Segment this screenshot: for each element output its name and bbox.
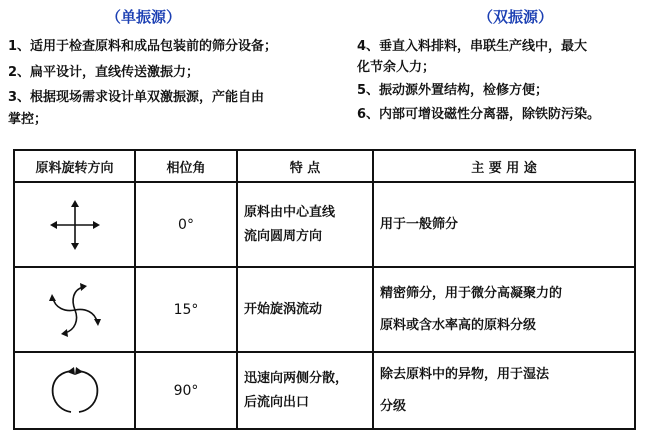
cross-arrows-icon <box>49 198 101 252</box>
feature-line: 迅速向两侧分散， <box>244 370 349 386</box>
usage-cell <box>373 182 635 267</box>
split-circle-arrows-icon <box>47 365 103 417</box>
double-feature-6: 6、内部可增设磁性分离器，除铁防污染。 <box>357 107 601 122</box>
usage-cell <box>373 352 635 429</box>
feature-cell <box>237 182 373 267</box>
phase-angle-cell: 15° <box>135 267 237 352</box>
table-row <box>14 352 635 429</box>
usage-line: 分级 <box>380 398 407 414</box>
feature-line: 后流向出口 <box>244 394 310 410</box>
rotation-cell <box>14 267 135 352</box>
vibration-spec-table <box>13 149 636 430</box>
rotation-cell <box>14 182 135 267</box>
double-feature-4-cont: 化节余人力； <box>357 60 436 75</box>
spiral-arrows-icon <box>45 282 105 338</box>
feature-line: 流向圆周方向 <box>244 228 323 244</box>
header-rotation-direction: 原料旋转方向 <box>14 150 135 182</box>
header-main-usage: 主 要 用 途 <box>373 150 635 182</box>
feature-cell <box>237 352 373 429</box>
header-feature: 特 点 <box>237 150 373 182</box>
usage-line: 原料或含水率高的原料分级 <box>380 317 537 333</box>
table-header-row <box>14 150 635 182</box>
single-source-title: （单振源） <box>106 8 182 26</box>
usage-line: 精密筛分，用于微分高凝聚力的 <box>380 285 563 301</box>
usage-line: 用于一般筛分 <box>380 216 459 232</box>
single-feature-3-cont: 掌控； <box>8 112 48 127</box>
rotation-cell <box>14 352 135 429</box>
feature-line: 原料由中心直线 <box>244 204 336 220</box>
table-row <box>14 267 635 352</box>
single-feature-2: 2、扁平设计，直线传送激振力； <box>8 65 200 80</box>
phase-angle-cell: 90° <box>135 352 237 429</box>
double-feature-5: 5、振动源外置结构，检修方便； <box>357 83 549 98</box>
double-source-title: （双振源） <box>478 8 554 26</box>
single-feature-1: 1、适用于检查原料和成品包装前的筛分设备； <box>8 39 278 54</box>
feature-line: 开始旋涡流动 <box>244 301 323 317</box>
table-row <box>14 182 635 267</box>
usage-line: 除去原料中的异物，用于湿法 <box>380 366 550 382</box>
phase-angle-cell: 0° <box>135 182 237 267</box>
double-feature-4: 4、垂直入料排料，串联生产线中，最大 <box>357 39 588 54</box>
usage-cell <box>373 267 635 352</box>
feature-cell <box>237 267 373 352</box>
header-phase-angle: 相位角 <box>135 150 237 182</box>
single-feature-3: 3、根据现场需求设计单双激振源，产能自由 <box>8 90 265 105</box>
